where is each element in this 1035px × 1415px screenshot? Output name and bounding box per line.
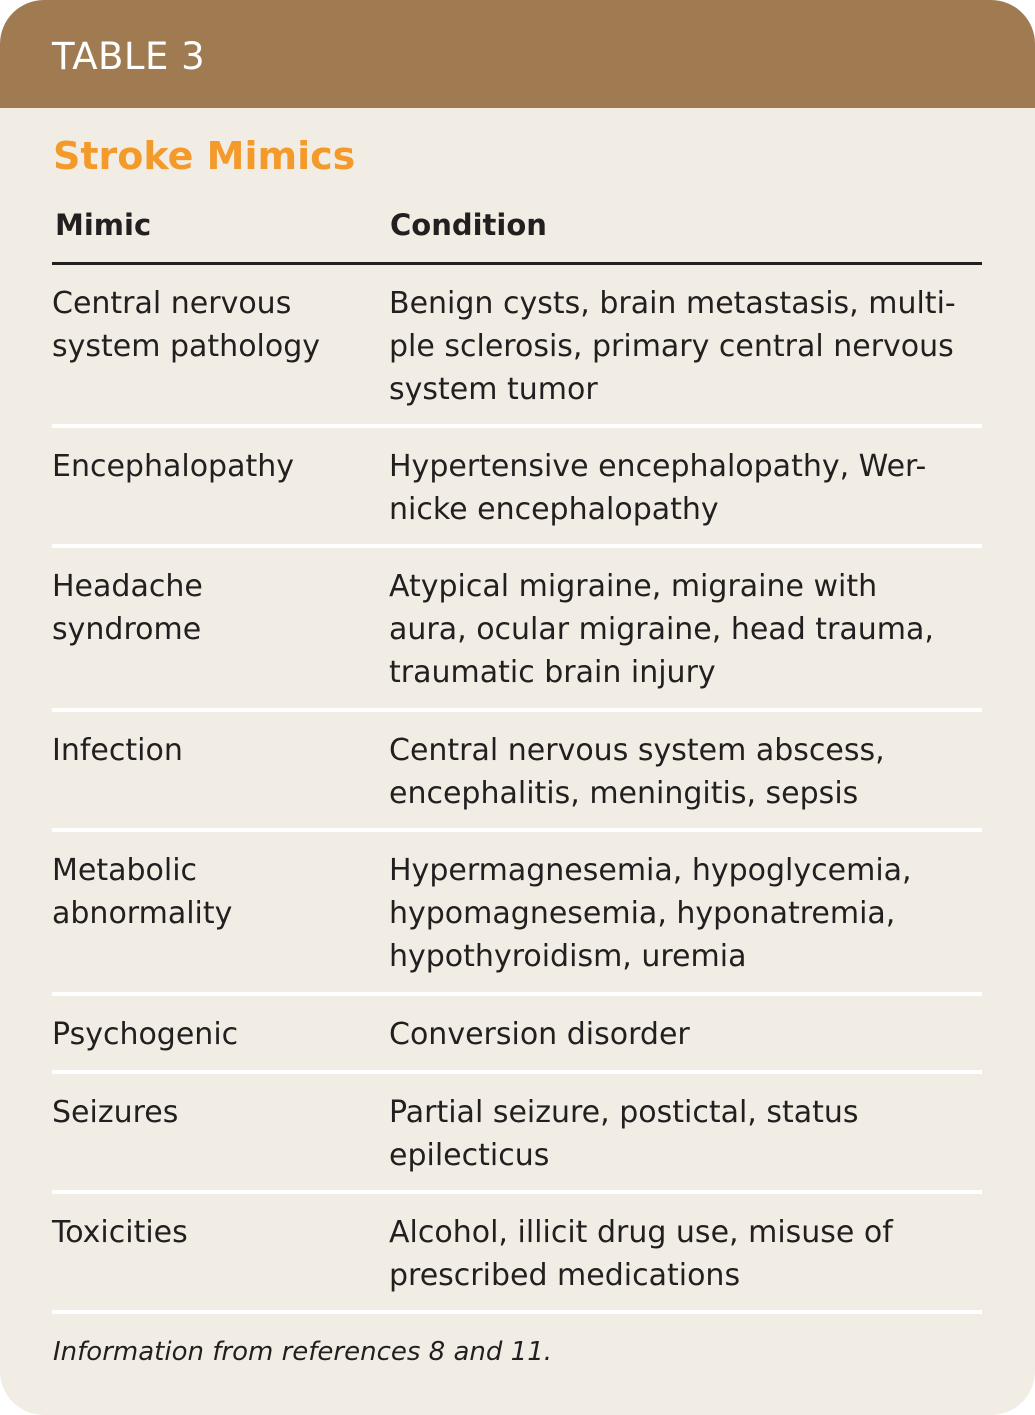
mimic-cell [52, 729, 389, 828]
condition-text-line: hypomagnesemia, hyponatremia, [389, 896, 896, 931]
condition-cell [389, 849, 982, 992]
table-footnote: Information from references 8 and 11. [53, 1337, 553, 1367]
condition-text-line: ple sclerosis, primary central nervous [389, 329, 954, 364]
mimic-text-line: Central nervous [52, 286, 292, 321]
mimic-cell [52, 1013, 389, 1070]
mimic-text-line: Headache [52, 569, 203, 604]
condition-text-line: nicke encephalopathy [389, 492, 719, 527]
condition-cell [389, 1013, 982, 1070]
condition-text-line: hypothyroidism, uremia [389, 939, 747, 974]
condition-text-line: system tumor [389, 372, 598, 407]
table-number-label: TABLE 3 [52, 35, 206, 78]
table-row [52, 428, 982, 548]
table-row [52, 265, 982, 428]
condition-cell [389, 1211, 982, 1310]
condition-text-line: encephalitis, meningitis, sepsis [389, 776, 859, 811]
mimic-cell [52, 445, 389, 544]
condition-text-line: Central nervous system abscess, [389, 733, 885, 768]
column-header-mimic: Mimic [55, 208, 152, 242]
mimic-text-line: Infection [52, 733, 183, 768]
condition-text-line: traumatic brain injury [389, 655, 716, 690]
table-row [52, 996, 982, 1074]
condition-text-line: prescribed medications [389, 1258, 741, 1293]
condition-cell [389, 282, 982, 424]
condition-text-line: Atypical migraine, migraine with [389, 569, 878, 604]
mimic-text-line: Seizures [52, 1095, 179, 1130]
condition-text-line: aura, ocular migraine, head trauma, [389, 612, 934, 647]
mimic-cell [52, 565, 389, 708]
column-header-condition: Condition [390, 208, 547, 242]
condition-text-line: Partial seizure, postictal, status [389, 1095, 859, 1130]
condition-text-line: epilecticus [389, 1138, 550, 1173]
mimic-text-line: Psychogenic [52, 1017, 239, 1052]
table-row [52, 1194, 982, 1314]
condition-cell [389, 1091, 982, 1190]
mimic-cell [52, 282, 389, 424]
condition-text-line: Hypermagnesemia, hypoglycemia, [389, 853, 912, 888]
table-row [52, 832, 982, 996]
condition-text-line: Benign cysts, brain metastasis, multi- [389, 286, 956, 321]
table-row [52, 712, 982, 832]
condition-text-line: Conversion disorder [389, 1017, 690, 1052]
condition-text-line: Hypertensive encephalopathy, Wer- [389, 449, 927, 484]
condition-cell [389, 729, 982, 828]
condition-cell [389, 445, 982, 544]
table-banner [0, 0, 1035, 108]
mimic-text-line: syndrome [52, 612, 202, 647]
mimic-text-line: Metabolic [52, 853, 198, 888]
mimic-text-line: Toxicities [52, 1215, 188, 1250]
table-title: Stroke Mimics [53, 134, 356, 178]
mimic-text-line: abnormality [52, 896, 233, 931]
mimic-cell [52, 1211, 389, 1310]
mimic-text-line: Encephalopathy [52, 449, 295, 484]
table-body [52, 265, 982, 1314]
table-row [52, 548, 982, 712]
condition-text-line: Alcohol, illicit drug use, misuse of [389, 1215, 893, 1250]
mimic-cell [52, 1091, 389, 1190]
mimic-text-line: system pathology [52, 329, 321, 364]
mimic-cell [52, 849, 389, 992]
table-row [52, 1074, 982, 1194]
condition-cell [389, 565, 982, 708]
